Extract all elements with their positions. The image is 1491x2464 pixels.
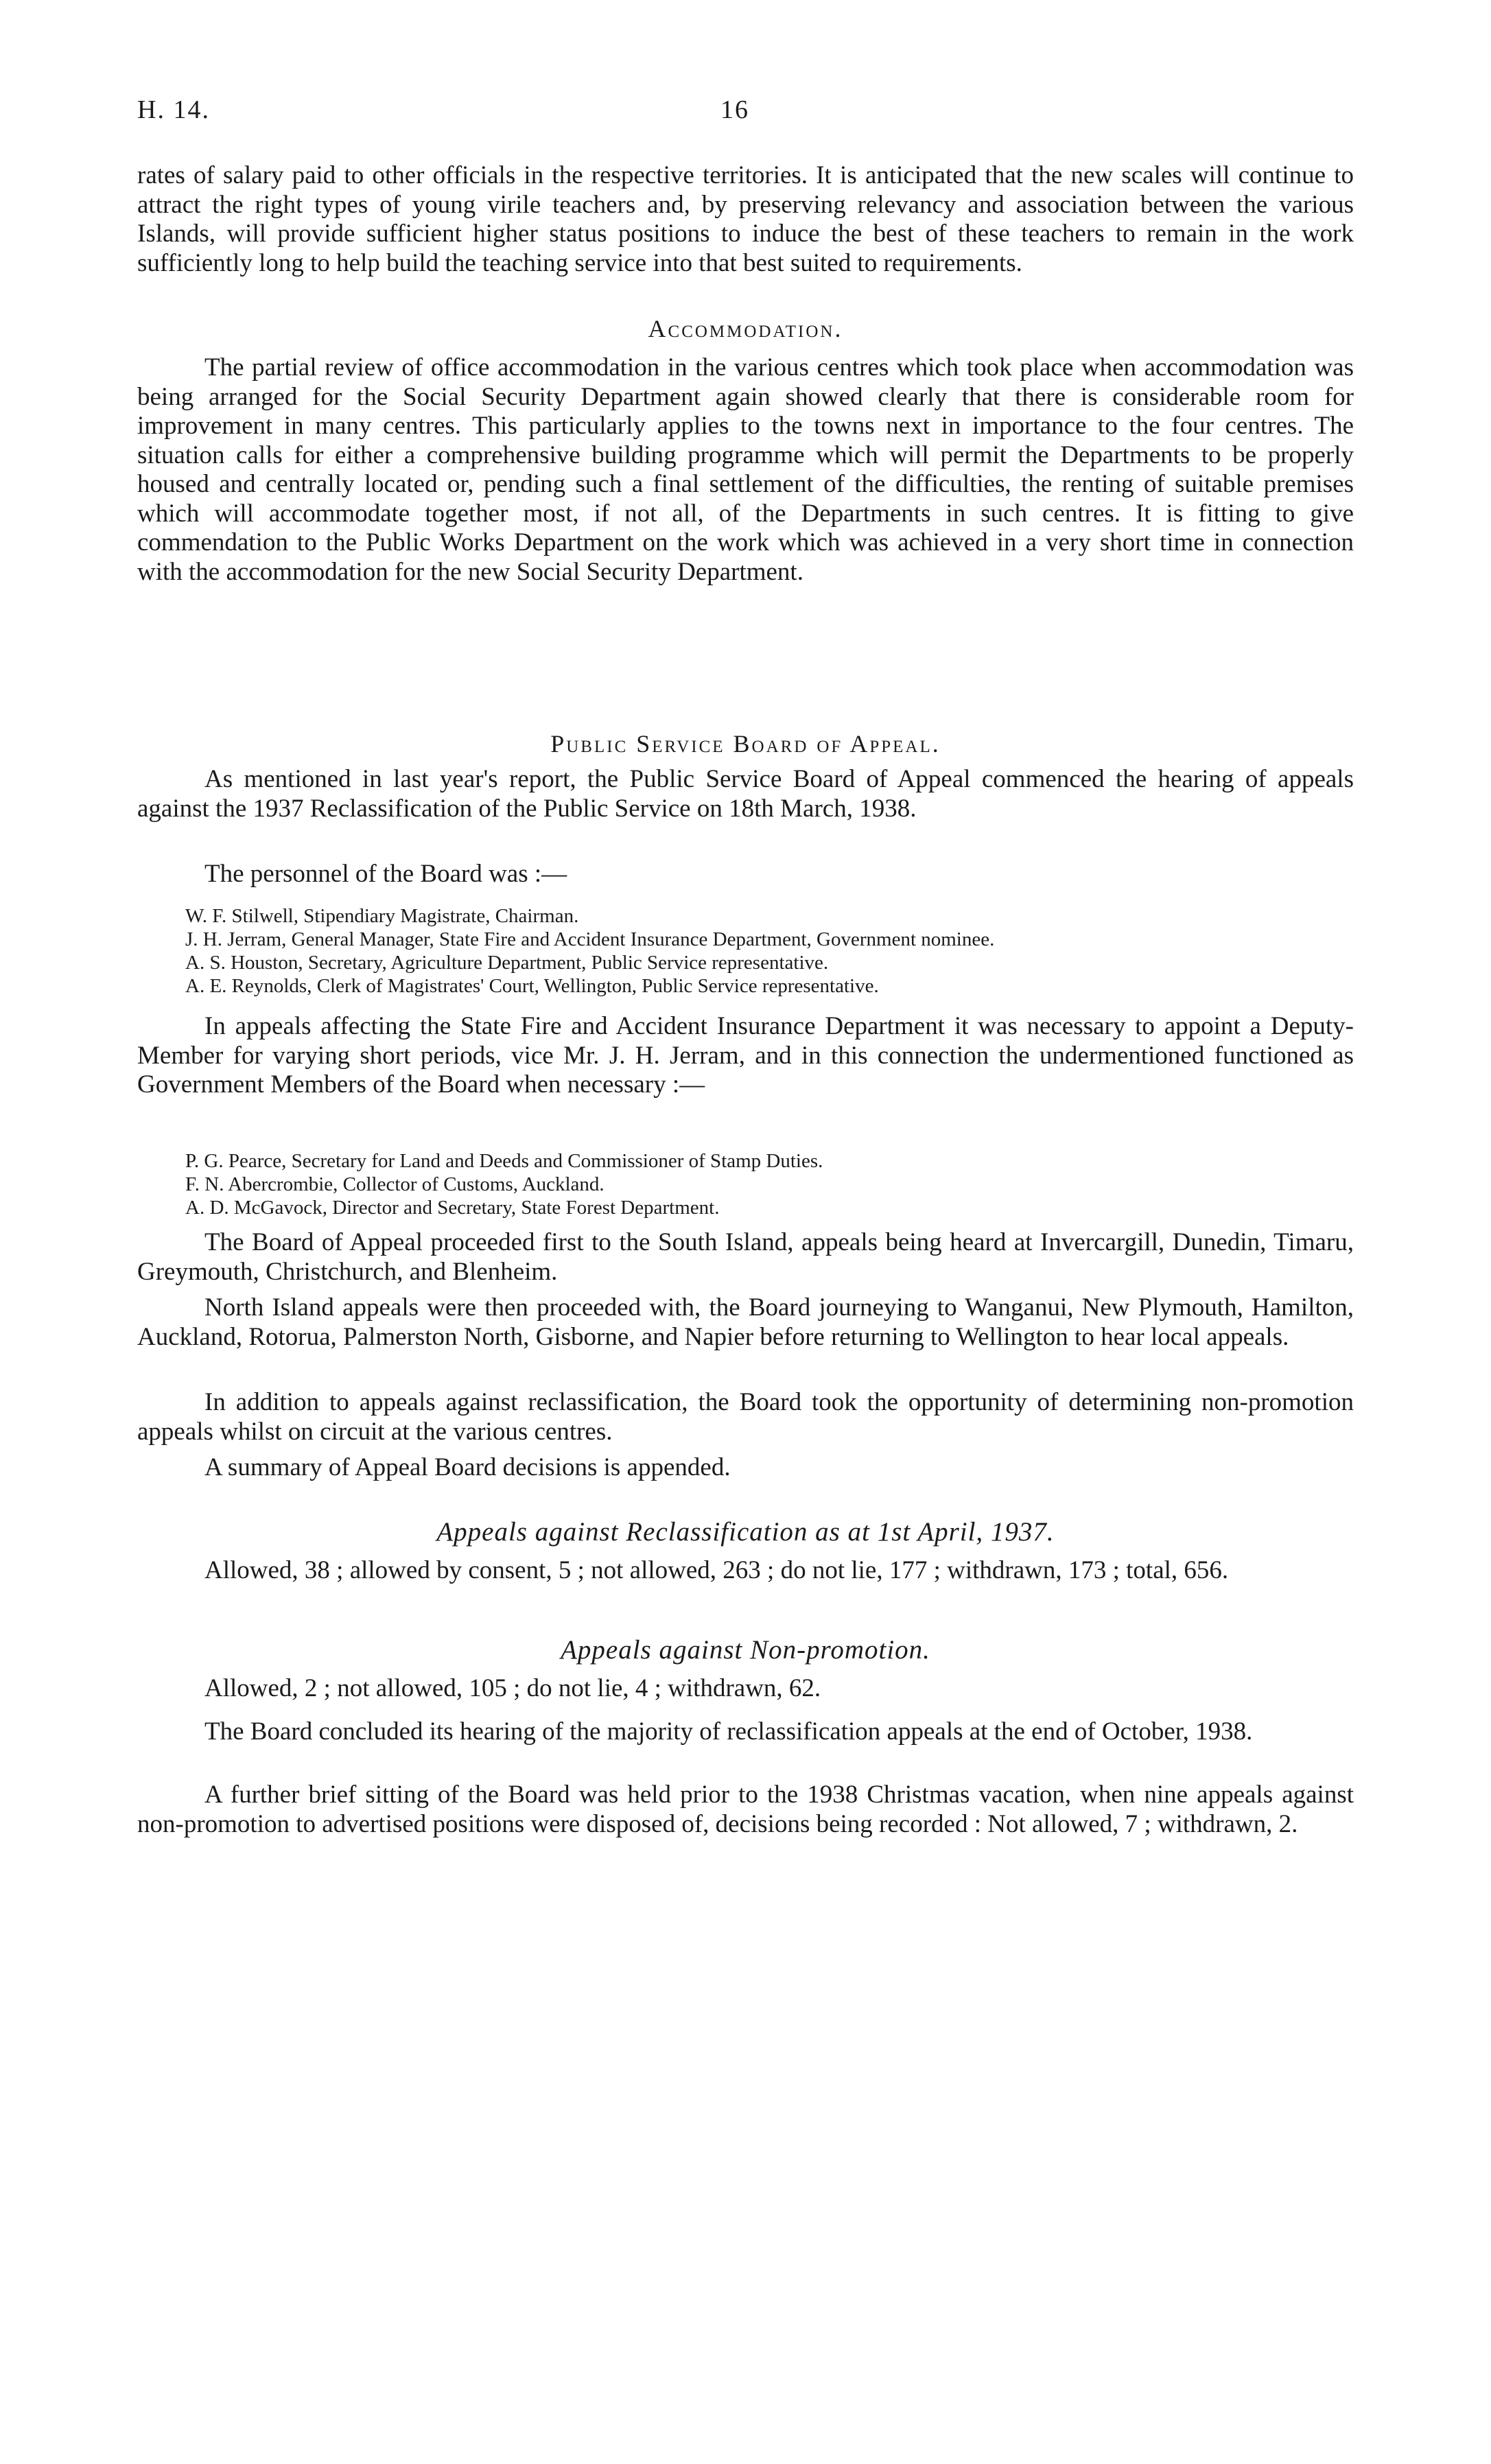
list-item: A. E. Reynolds, Clerk of Magistrates' Court, Wellington, Public Service representative. <box>185 975 879 997</box>
list-item: A. D. McGavock, Director and Secretary, State Forest Department. <box>185 1197 720 1219</box>
paragraph-non-promotion: In addition to appeals against reclassification, the Board took the opportunity of determining non-promotion appeals whilst on circuit at the various centres. <box>137 1388 1354 1446</box>
list-item: P. G. Pearce, Secretary for Land and Deeds and Commissioner of Stamp Duties. <box>185 1150 823 1172</box>
heading-non-promotion: Appeals against Non-promotion. <box>561 1635 930 1665</box>
heading-reclassification: Appeals against Reclassification as at 1st April, 1937. <box>436 1517 1055 1547</box>
paragraph-personnel-intro: The personnel of the Board was :— <box>204 860 567 888</box>
paragraph-further-sitting: A further brief sitting of the Board was held prior to the 1938 Christmas vacation, when nine appeals against non-promotion to advertised positions were disposed of, decisions being recorded : Not allowed, 7 ; withdrawn, 2. <box>137 1781 1354 1838</box>
paragraph-conclusion: The Board concluded its hearing of the majority of reclassification appeals at the end of October, 1938. <box>204 1717 1253 1746</box>
document-reference: H. 14. <box>137 95 210 124</box>
list-item: A. S. Houston, Secretary, Agriculture Department, Public Service representative. <box>185 952 829 974</box>
paragraph-board-hearing: As mentioned in last year's report, the Public Service Board of Appeal commenced the hearing of appeals against the 1937 Reclassification of the Public Service on 18th March, 1938. <box>137 765 1354 823</box>
paragraph-south-island: The Board of Appeal proceeded first to the South Island, appeals being heard at Invercargill, Dunedin, Timaru, Greymouth, Christchurch, and Blenheim. <box>137 1228 1354 1286</box>
heading-accommodation: Accommodation. <box>648 315 843 342</box>
paragraph-reclassification-results: Allowed, 38 ; allowed by consent, 5 ; not allowed, 263 ; do not lie, 177 ; withdrawn, 173 ; total, 656. <box>204 1556 1229 1584</box>
heading-board-of-appeal: Public Service Board of Appeal. <box>550 730 941 758</box>
paragraph-teaching-service: rates of salary paid to other officials in the respective territories. It is anticipated that the new scales will continue to attract the right types of young virile teachers and, by preserving relevancy and association between the various Islands, will provide sufficient higher status positions to induce the best of these teachers to remain in the work sufficiently long to help build the teaching service into that best suited to requirements. <box>137 161 1354 277</box>
paragraph-non-promotion-results: Allowed, 2 ; not allowed, 105 ; do not lie, 4 ; withdrawn, 62. <box>204 1674 821 1702</box>
paragraph-north-island: North Island appeals were then proceeded with, the Board journeying to Wanganui, New Plymouth, Hamilton, Auckland, Rotorua, Palmerston North, Gisborne, and Napier before returning to Wellington to hear local appeals. <box>137 1293 1354 1351</box>
list-item: J. H. Jerram, General Manager, State Fire and Accident Insurance Department, Government nominee. <box>185 928 995 950</box>
deputies-list <box>137 1149 1354 1219</box>
paragraph-deputy-member: In appeals affecting the State Fire and Accident Insurance Department it was necessary to appoint a Deputy-Member for varying short periods, vice Mr. J. H. Jerram, and in this connection the undermentioned functioned as Government Members of the Board when necessary :— <box>137 1012 1354 1099</box>
list-item: W. F. Stilwell, Stipendiary Magistrate, Chairman. <box>185 905 579 927</box>
page-number: 16 <box>720 95 749 124</box>
paragraph-summary: A summary of Appeal Board decisions is appended. <box>204 1453 731 1481</box>
personnel-list <box>137 904 1354 998</box>
paragraph-accommodation: The partial review of office accommodation in the various centres which took place when accommodation was being arranged for the Social Security Department again showed clearly that there is considerable room for improvement in many centres. This particularly applies to the towns next in importance to the four centres. The situation calls for either a comprehensive building programme which will permit the Departments to be properly housed and centrally located or, pending such a final settlement of the difficulties, the renting of suitable premises which will accommodate together most, if not all, of the Departments in such centres. It is fitting to give commendation to the Public Works Department on the work which was achieved in a very short time in connection with the accommodation for the new Social Security Department. <box>137 353 1354 586</box>
list-item: F. N. Abercrombie, Collector of Customs, Auckland. <box>185 1173 604 1195</box>
